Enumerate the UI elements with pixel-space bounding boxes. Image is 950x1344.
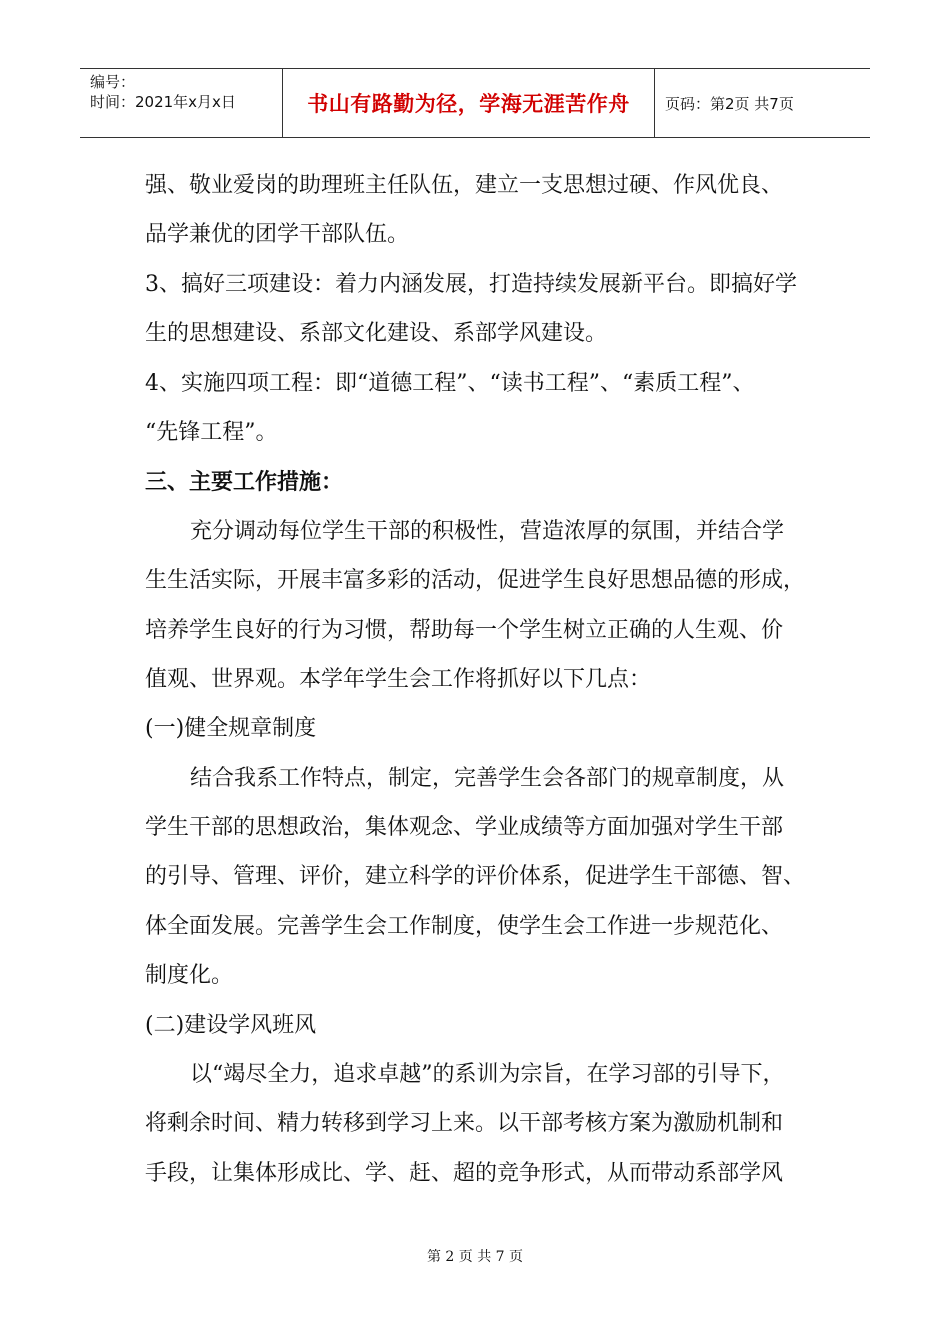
subsection-heading: (二)建设学风班风: [145, 1012, 317, 1038]
body-line: 结合我系工作特点，制定，完善学生会各部门的规章制度，从: [190, 765, 785, 791]
body-line: 的引导、管理、评价，建立科学的评价体系，促进学生干部德、智、: [145, 864, 806, 890]
body-line: 品学兼优的团学干部队伍。: [145, 222, 410, 248]
subsection-heading: (一)健全规章制度: [145, 716, 317, 742]
body-line: 手段，让集体形成比、学、赶、超的竞争形式，从而带动系部学风: [145, 1160, 784, 1186]
body-line: 生生活实际，开展丰富多彩的活动，促进学生良好思想品德的形成，: [145, 568, 806, 594]
body-line: 生的思想建设、系部文化建设、系部学风建设。: [145, 321, 608, 347]
body-line: 充分调动每位学生干部的积极性，营造浓厚的氛围，并结合学: [190, 518, 785, 544]
body-line: 以“竭尽全力，追求卓越”的系训为宗旨，在学习部的引导下，: [190, 1062, 785, 1088]
date-label: 时间：2021年x月x日: [90, 93, 236, 111]
body-line: 强、敬业爱岗的助理班主任队伍，建立一支思想过硬、作风优良、: [145, 173, 784, 198]
document-body: [145, 166, 825, 1203]
body-line: 体全面发展。完善学生会工作制度，使学生会工作进一步规范化、: [145, 913, 784, 939]
page-header: [80, 68, 870, 138]
header-meta: [80, 69, 283, 137]
body-line: 将剩余时间、精力转移到学习上来。以干部考核方案为激励机制和: [145, 1111, 784, 1137]
number-label: 编号：: [90, 73, 136, 91]
body-line: 3、搞好三项建设：着力内涵发展，打造持续发展新平台。即搞好学: [145, 271, 797, 297]
body-line: 学生干部的思想政治，集体观念、学业成绩等方面加强对学生干部: [145, 815, 784, 841]
body-line: 4、实施四项工程：即“道德工程”、“读书工程”、“素质工程”、: [145, 370, 755, 396]
section-heading: 三、主要工作措施：: [145, 469, 344, 496]
body-line: 值观、世界观。本学年学生会工作将抓好以下几点：: [145, 666, 652, 692]
body-line: 制度化。: [145, 963, 234, 989]
body-line: “先锋工程”。: [145, 419, 278, 445]
page-footer: 第 2 页 共 7 页: [426, 1249, 524, 1265]
header-page-info: 页码：第2页 共7页: [665, 94, 794, 113]
body-line: 培养学生良好的行为习惯，帮助每一个学生树立正确的人生观、价: [145, 617, 784, 643]
header-motto: 书山有路勤为径，学海无涯苦作舟: [283, 69, 655, 137]
